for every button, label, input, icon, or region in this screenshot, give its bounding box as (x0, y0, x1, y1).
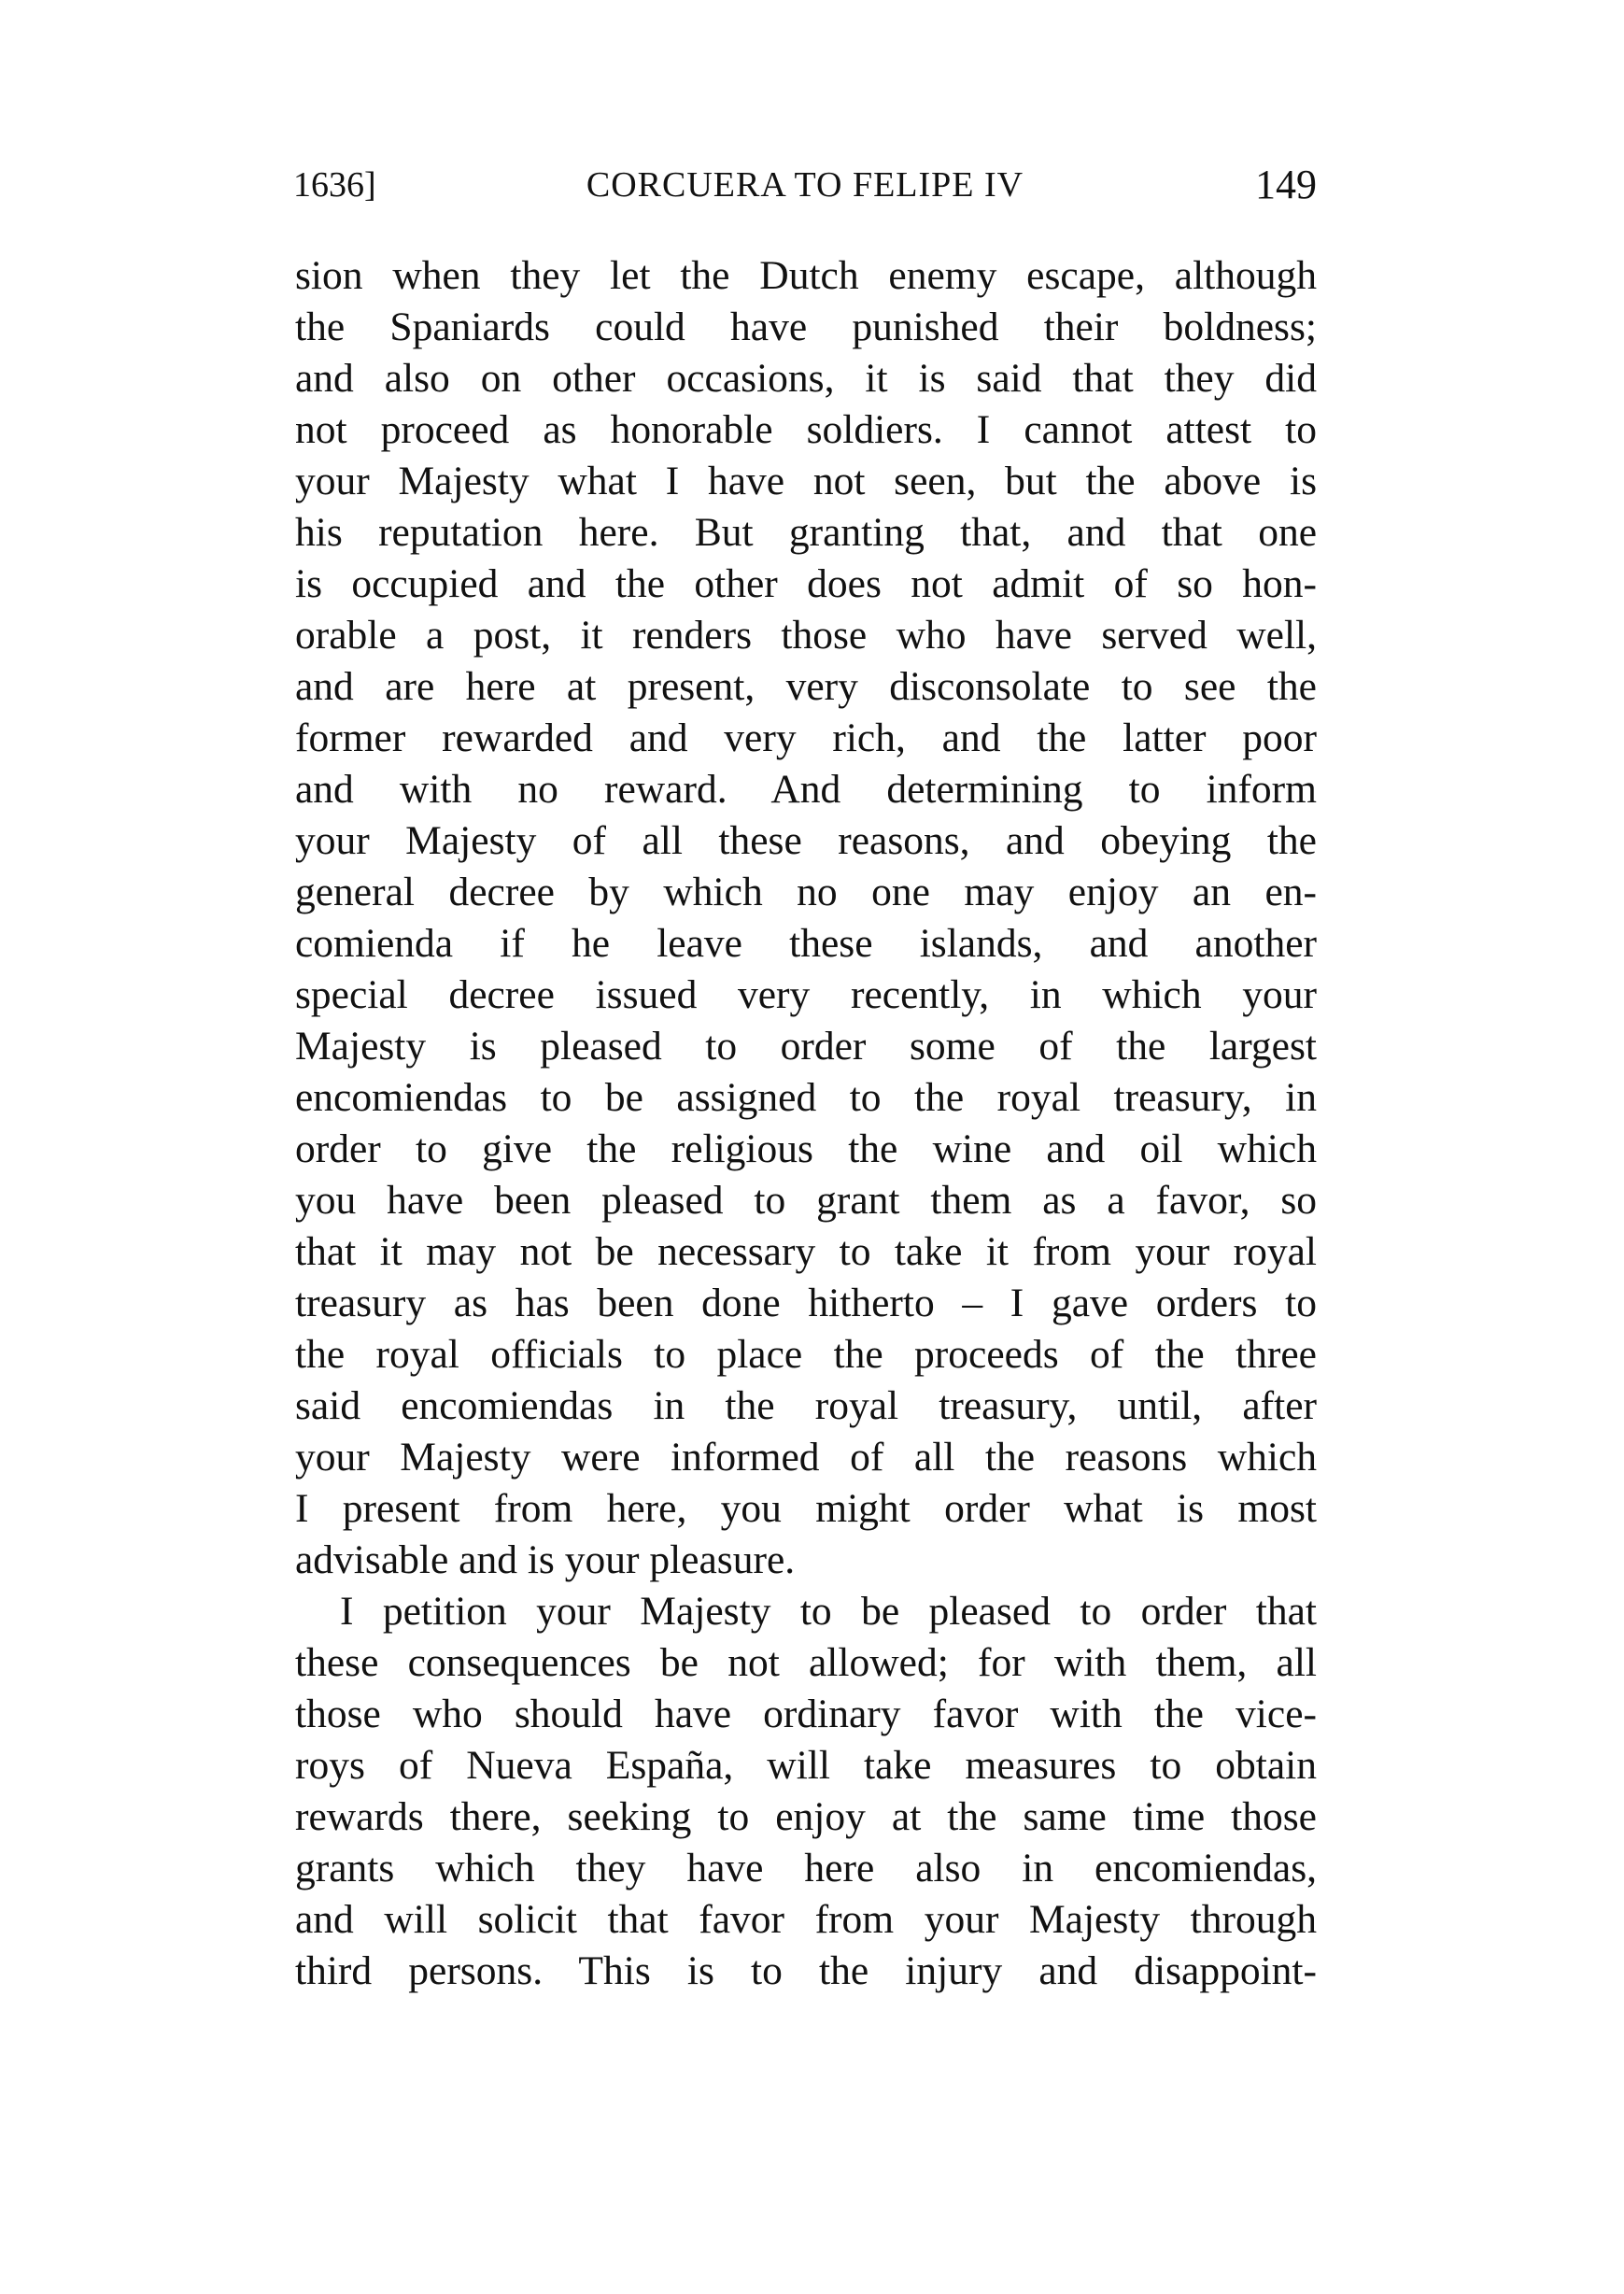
text-line: not proceed as honorable soldiers. I cannot attest to (295, 407, 1317, 452)
text-line: roys of Nueva España, will take measures to obtain (295, 1743, 1317, 1788)
text-line: that it may not be necessary to take it from your royal (295, 1229, 1317, 1274)
running-head-year: 1636] (293, 165, 376, 205)
text-line: orable a post, it renders those who have served well, (295, 613, 1317, 658)
paragraph-end-line: advisable and is your pleasure. (295, 1537, 796, 1582)
text-line: these consequences be not allowed; for with them, all (295, 1640, 1317, 1685)
text-line: sion when they let the Dutch enemy escape, although (295, 253, 1317, 298)
paragraph-start-line: I petition your Majesty to be pleased to order that (340, 1589, 1317, 1634)
text-line: your Majesty of all these reasons, and obeying the (295, 818, 1317, 863)
page-number: 149 (1255, 162, 1317, 207)
text-line: your Majesty were informed of all the reasons which (295, 1435, 1317, 1480)
text-line: said encomiendas in the royal treasury, until, after (295, 1383, 1317, 1428)
text-line: order to give the religious the wine and oil which (295, 1126, 1317, 1171)
text-line: the Spaniards could have punished their boldness; (295, 304, 1317, 349)
text-line: Majesty is pleased to order some of the largest (295, 1024, 1317, 1069)
running-head (293, 159, 1317, 211)
text-line: you have been pleased to grant them as a favor, so (295, 1178, 1317, 1223)
text-line: those who should have ordinary favor with the vice- (295, 1692, 1317, 1736)
running-head-title: CORCUERA TO FELIPE IV (586, 165, 1024, 205)
text-line: and will solicit that favor from your Majesty through (295, 1897, 1317, 1942)
text-line: encomiendas to be assigned to the royal treasury, in (295, 1075, 1317, 1120)
text-line: grants which they have here also in encomiendas, (295, 1846, 1317, 1890)
text-line: special decree issued very recently, in which your (295, 972, 1317, 1017)
text-line: third persons. This is to the injury and disappoint- (295, 1948, 1317, 1993)
text-line: treasury as has been done hitherto – I gave orders to (295, 1281, 1317, 1325)
text-line: I present from here, you might order what is most (295, 1486, 1317, 1531)
text-line: former rewarded and very rich, and the latter poor (295, 715, 1317, 760)
body-text (295, 250, 1317, 1997)
text-line: is occupied and the other does not admit of so hon- (295, 561, 1317, 606)
text-line: your Majesty what I have not seen, but the above is (295, 459, 1317, 503)
text-line: and are here at present, very disconsolate to see the (295, 664, 1317, 709)
text-line: and also on other occasions, it is said that they did (295, 356, 1317, 401)
text-line: and with no reward. And determining to inform (295, 767, 1317, 812)
text-line: general decree by which no one may enjoy an en- (295, 870, 1317, 914)
text-line: the royal officials to place the proceeds of the three (295, 1332, 1317, 1377)
text-line: rewards there, seeking to enjoy at the same time those (295, 1794, 1317, 1839)
text-line: comienda if he leave these islands, and another (295, 921, 1317, 966)
text-line: his reputation here. But granting that, and that one (295, 510, 1317, 555)
